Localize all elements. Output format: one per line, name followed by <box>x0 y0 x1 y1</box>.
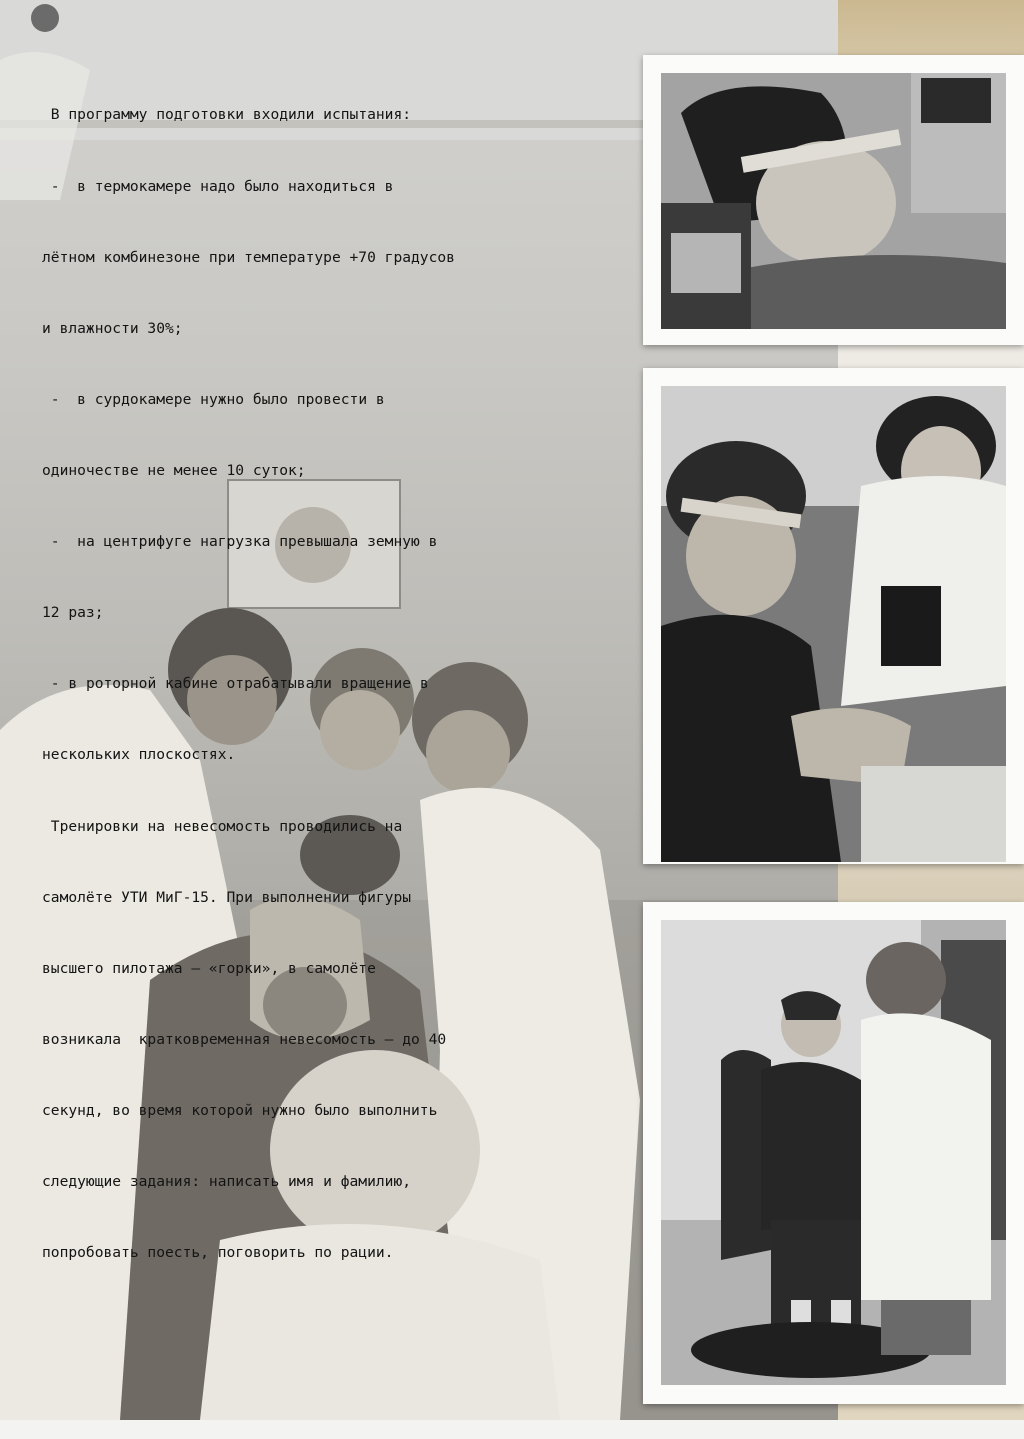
text-line: лётном комбинезоне при температуре +70 градусов <box>42 248 455 266</box>
text-line: и влажности 30%; <box>42 319 183 337</box>
photo-frame-bottom <box>643 902 1024 1404</box>
text-line: - в сурдокамере нужно было провести в <box>42 390 385 408</box>
text-line: 12 раз; <box>42 604 104 622</box>
text-line: Тренировки на невесомость проводились на <box>42 817 403 835</box>
text-line: одиночестве не менее 10 суток; <box>42 461 306 479</box>
text-line: В программу подготовки входили испытания: <box>42 106 412 124</box>
text-line: следующие задания: написать имя и фамилию, <box>42 1173 412 1191</box>
body-text <box>42 56 582 1289</box>
photo-woman-electrodes-lying <box>661 73 1006 329</box>
photo-trainee-rotating-chair <box>661 920 1006 1385</box>
text-line: - в роторной кабине отрабатывали вращение в <box>42 675 429 693</box>
photo-woman-with-nurse <box>661 386 1006 862</box>
photo-frame-middle <box>643 368 1024 864</box>
text-line: самолёте УТИ МиГ-15. При выполнении фигуры <box>42 888 412 906</box>
text-line: секунд, во время которой нужно было выполнить <box>42 1101 438 1119</box>
text-line: - на центрифуге нагрузка превышала земную в <box>42 533 438 551</box>
text-line: попробовать поесть, поговорить по рации. <box>42 1244 394 1262</box>
text-line: нескольких плоскостях. <box>42 746 236 764</box>
bottom-strip <box>0 1420 1024 1439</box>
text-line: высшего пилотажа – «горки», в самолёте <box>42 959 376 977</box>
photo-frame-top <box>643 55 1024 345</box>
text-line: возникала кратковременная невесомость – до 40 <box>42 1030 447 1048</box>
text-line: - в термокамере надо было находиться в <box>42 177 394 195</box>
